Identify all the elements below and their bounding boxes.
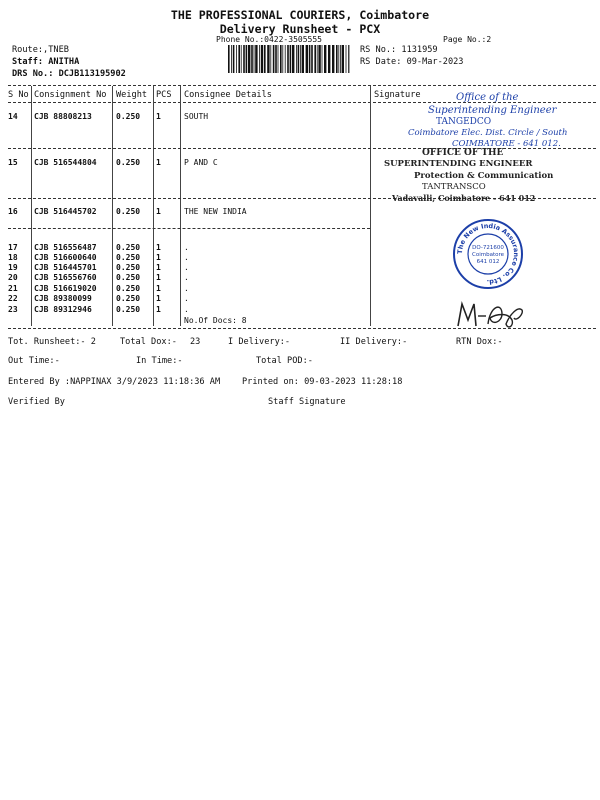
- verified-by: Verified By: [8, 397, 65, 407]
- stamp-text: Superintending Engineer: [428, 105, 557, 116]
- handwritten-signature: [452, 296, 532, 332]
- col-divider: [112, 86, 113, 326]
- table-row-pcs: 1: [156, 112, 161, 121]
- stamp-text: Coimbatore Elec. Dist. Circle / South: [408, 128, 568, 138]
- barcode-bar: [264, 45, 266, 73]
- table-row-pcs: 1: [156, 253, 161, 262]
- table-row-consignee: .: [184, 253, 189, 262]
- table-row-sno: 22: [8, 294, 18, 303]
- barcode-bar: [248, 45, 250, 73]
- table-row-sno: 17: [8, 243, 18, 252]
- staff-signature: Staff Signature: [268, 397, 346, 407]
- barcode-bar: [238, 45, 240, 73]
- barcode-bar: [233, 45, 235, 73]
- table-row-consignment: CJB 89312946: [34, 305, 92, 314]
- table-row-weight: 0.250: [116, 112, 141, 121]
- table-row-pcs: 1: [156, 294, 161, 303]
- rs-number: RS No.: 1131959: [360, 45, 438, 55]
- table-row-consignment: CJB 516445701: [34, 263, 97, 272]
- table-row-pcs: 1: [156, 158, 161, 167]
- col-header-weight: Weight: [116, 90, 148, 100]
- table-row-weight: 0.250: [116, 243, 141, 252]
- stamp-text: COIMBATORE - 641 012.: [452, 139, 561, 149]
- table-row-sno: 15: [8, 158, 18, 167]
- barcode-bar: [246, 45, 248, 73]
- ii-delivery: II Delivery:-: [340, 337, 408, 347]
- table-row-sno: 16: [8, 207, 18, 216]
- barcode-bar: [298, 45, 300, 73]
- col-header-consignment: Consignment No: [34, 90, 107, 100]
- barcode-bar: [306, 45, 308, 73]
- total-pod: Total POD:-: [256, 356, 313, 366]
- barcode-bar: [231, 45, 232, 73]
- barcode-bar: [287, 45, 289, 73]
- table-row-weight: 0.250: [116, 158, 141, 167]
- barcode-bar: [314, 45, 316, 73]
- barcode-bar: [273, 45, 275, 73]
- seal-inner-text: Coimbatore: [472, 252, 504, 258]
- table-row-pcs: 1: [156, 305, 161, 314]
- barcode-bar: [290, 45, 292, 73]
- table-row-consignee: SOUTH: [184, 112, 209, 121]
- table-row-weight: 0.250: [116, 253, 141, 262]
- table-row-pcs: 1: [156, 273, 161, 282]
- stamp-text: TANTRANSCO: [422, 182, 486, 192]
- rs-date: RS Date: 09-Mar-2023: [360, 57, 464, 67]
- table-row-consignee: .: [184, 273, 189, 282]
- table-row-weight: 0.250: [116, 305, 141, 314]
- drs-number: DRS No.: DCJB113195902: [12, 69, 126, 79]
- col-header-signature: Signature: [374, 90, 421, 100]
- barcode-image: [228, 45, 350, 73]
- table-row-consignment: CJB 516556487: [34, 243, 97, 252]
- barcode-bar: [340, 45, 341, 73]
- barcode-bar: [255, 45, 257, 73]
- barcode-bar: [332, 45, 334, 73]
- table-row-consignee: .: [184, 263, 189, 272]
- barcode-bar: [322, 45, 323, 73]
- barcode-bar: [270, 45, 271, 73]
- seal-inner-text: 641 012: [476, 259, 500, 265]
- table-row-sno: 18: [8, 253, 18, 262]
- barcode-bar: [259, 45, 260, 73]
- barcode-bar: [285, 45, 286, 73]
- table-top-rule: [8, 85, 596, 86]
- route-field: Route:,TNEB: [12, 45, 69, 55]
- barcode-bar: [236, 45, 237, 73]
- table-row-consignee: .: [184, 284, 189, 293]
- table-row-consignment: CJB 516445702: [34, 207, 97, 216]
- barcode-bar: [318, 45, 320, 73]
- barcode-bar: [275, 45, 277, 73]
- row-rule: [8, 228, 370, 229]
- assurance-seal: [452, 218, 524, 290]
- barcode-bar: [346, 45, 347, 73]
- col-divider: [153, 86, 154, 326]
- table-row-pcs: 1: [156, 207, 161, 216]
- runsheet-title: Delivery Runsheet - PCX: [219, 22, 381, 36]
- table-row-consignee: P AND C: [184, 158, 218, 167]
- table-row-consignment: CJB 516544804: [34, 158, 97, 167]
- table-row-weight: 0.250: [116, 284, 141, 293]
- table-row-weight: 0.250: [116, 273, 141, 282]
- no-of-docs: No.Of Docs: 8: [184, 316, 247, 325]
- col-divider: [370, 86, 371, 326]
- company-title: THE PROFESSIONAL COURIERS, Coimbatore: [170, 8, 430, 22]
- printed-on: Printed on: 09-03-2023 11:28:18: [242, 377, 403, 387]
- col-header-pcs: PCS: [156, 90, 172, 100]
- seal-outer-text: The New India Assurance Co. Ltd.: [455, 221, 521, 287]
- table-row-sno: 19: [8, 263, 18, 272]
- table-row-weight: 0.250: [116, 207, 141, 216]
- in-time: In Time:-: [136, 356, 183, 366]
- table-row-consignee: .: [184, 305, 189, 314]
- table-row-pcs: 1: [156, 263, 161, 272]
- table-row-consignment: CJB 516619020: [34, 284, 97, 293]
- barcode-bar: [300, 45, 301, 73]
- barcode-bar: [241, 45, 242, 73]
- barcode-bar: [280, 45, 282, 73]
- tot-runsheet: Tot. Runsheet:- 2: [8, 337, 96, 347]
- barcode-bar: [296, 45, 297, 73]
- barcode-bar: [342, 45, 344, 73]
- barcode-bar: [336, 45, 338, 73]
- table-row-consignee: THE NEW INDIA: [184, 207, 247, 216]
- barcode-bar: [251, 45, 253, 73]
- stamp-text: Protection & Communication: [414, 171, 554, 181]
- barcode-bar: [261, 45, 263, 73]
- stamp-text: TANGEDCO: [436, 117, 492, 127]
- col-divider: [180, 86, 181, 326]
- col-header-sno: S No: [8, 90, 29, 100]
- rtn-dox: RTN Dox:-: [456, 337, 503, 347]
- stamp-text: OFFICE OF THE: [422, 148, 504, 158]
- table-row-pcs: 1: [156, 284, 161, 293]
- barcode-bar: [278, 45, 279, 73]
- barcode-bar: [302, 45, 304, 73]
- barcode-bar: [228, 45, 230, 73]
- i-delivery: I Delivery:-: [228, 337, 291, 347]
- stamp-text: Vadavalli, Coimbatore - 641 012: [392, 193, 536, 203]
- table-row-sno: 20: [8, 273, 18, 282]
- barcode-bar: [317, 45, 318, 73]
- seal-inner-text: DO-721600: [472, 245, 504, 251]
- table-row-sno: 21: [8, 284, 18, 293]
- stamp-text: Office of the: [456, 92, 519, 103]
- table-row-weight: 0.250: [116, 294, 141, 303]
- total-dox-value: 23: [190, 337, 201, 347]
- barcode-bar: [292, 45, 294, 73]
- table-row-consignment: CJB 89380099: [34, 294, 92, 303]
- barcode-bar: [338, 45, 339, 73]
- barcode-bar: [328, 45, 330, 73]
- table-row-consignment: CJB 88808213: [34, 112, 92, 121]
- total-dox-label: Total Dox:-: [120, 337, 177, 347]
- col-header-consignee: Consignee Details: [184, 90, 272, 100]
- col-divider: [31, 86, 32, 326]
- table-row-consignment: CJB 516556760: [34, 273, 97, 282]
- barcode-bar: [243, 45, 245, 73]
- table-row-consignment: CJB 516600640: [34, 253, 97, 262]
- barcode-bar: [309, 45, 311, 73]
- barcode-bar: [311, 45, 313, 73]
- barcode-bar: [267, 45, 269, 73]
- protection-stamp: [380, 148, 595, 206]
- page-number: Page No.:2: [443, 35, 492, 44]
- table-row-pcs: 1: [156, 243, 161, 252]
- barcode-bar: [254, 45, 255, 73]
- barcode-bar: [324, 45, 326, 73]
- table-row-sno: 14: [8, 112, 18, 121]
- stamp-text: SUPERINTENDING ENGINEER: [384, 159, 533, 169]
- table-row-weight: 0.250: [116, 263, 141, 272]
- table-row-sno: 23: [8, 305, 18, 314]
- staff-field: Staff: ANITHA: [12, 57, 80, 67]
- entered-by: Entered By :NAPPINAX 3/9/2023 11:18:36 AM: [8, 377, 221, 387]
- barcode-bar: [348, 45, 349, 73]
- table-row-consignee: .: [184, 243, 189, 252]
- barcode-bar: [282, 45, 283, 73]
- phone-number: Phone No.:0422-3505555: [216, 35, 322, 44]
- out-time: Out Time:-: [8, 356, 60, 366]
- table-row-consignee: .: [184, 294, 189, 303]
